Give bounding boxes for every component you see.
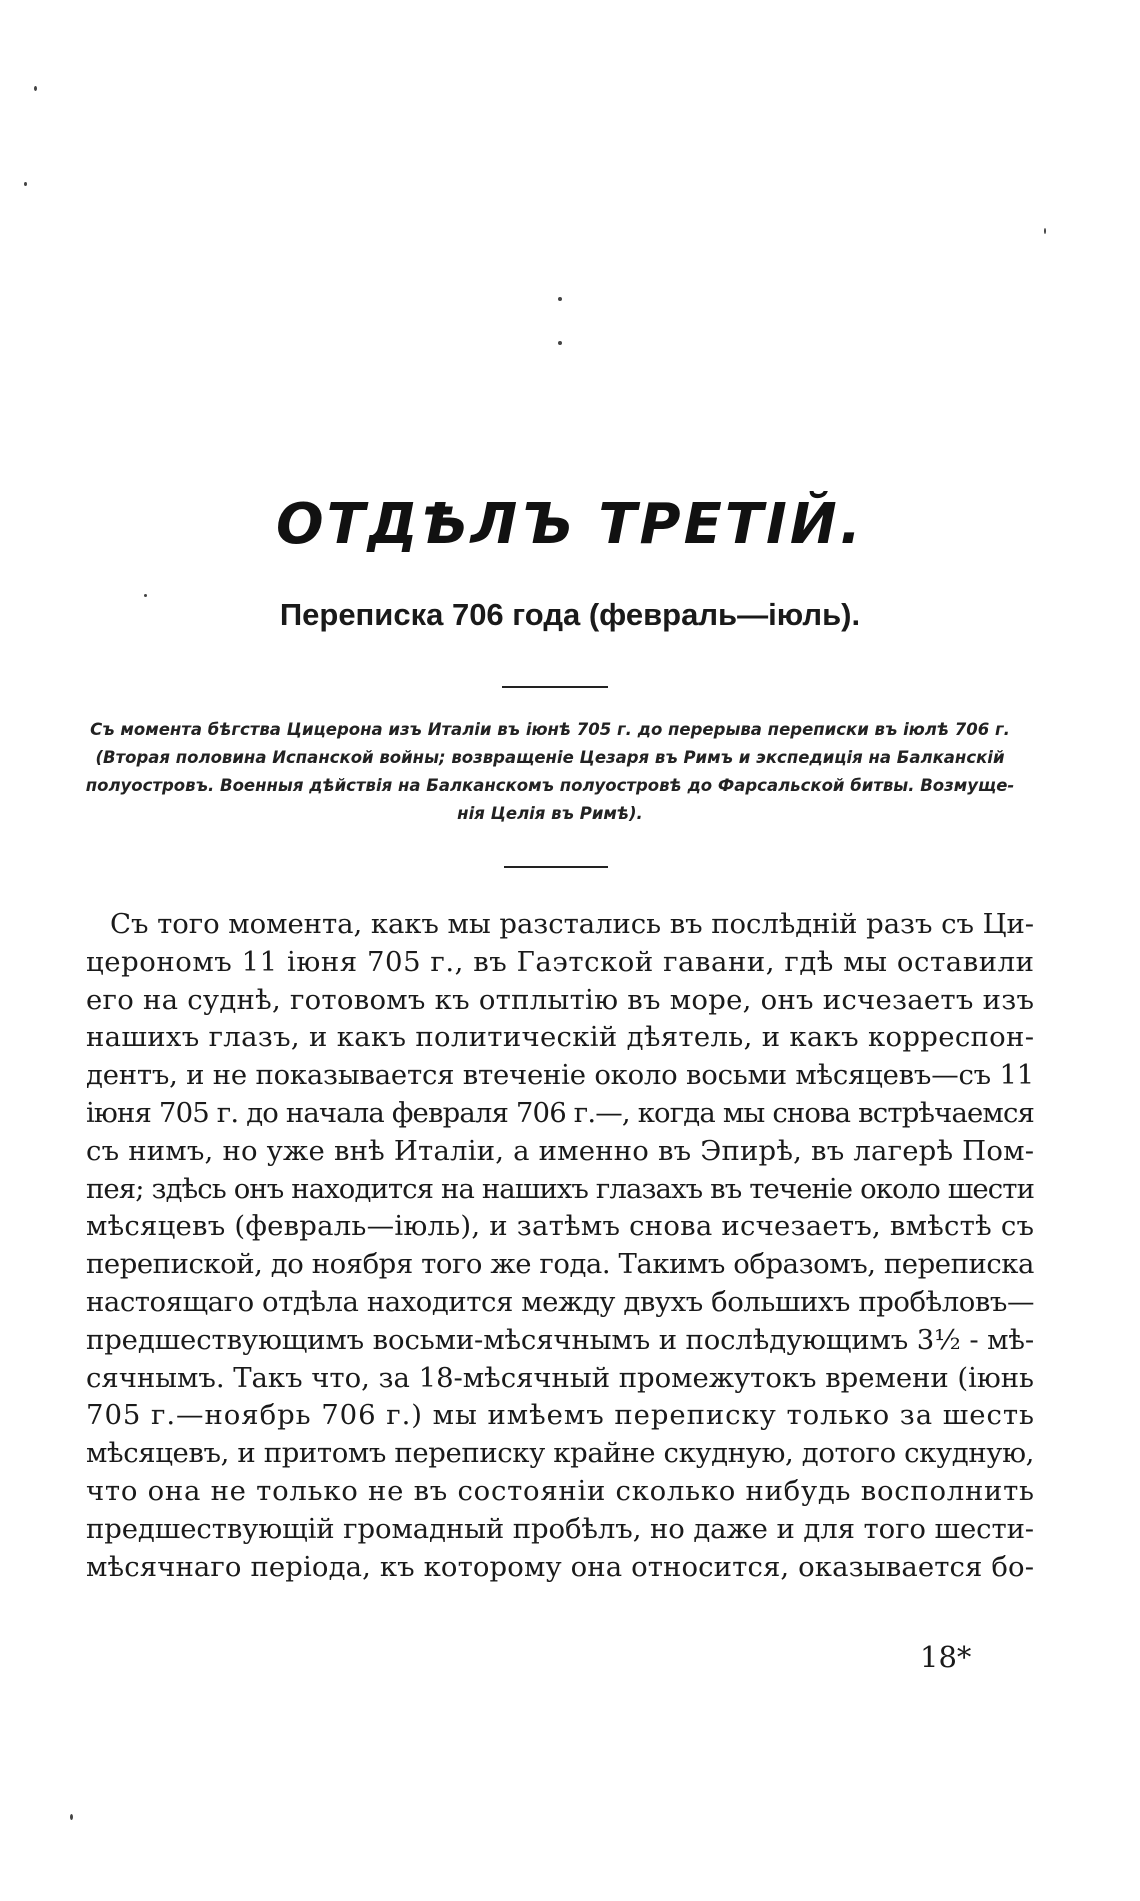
body-line: его на суднѣ, готовомъ къ отплытію въ море, онъ исчезаетъ изъ (86, 983, 1035, 1016)
body-line: съ нимъ, но уже внѣ Италіи, а именно въ Эпирѣ, въ лагерѣ Пом- (86, 1134, 1035, 1167)
body-line: сячнымъ. Такъ что, за 18-мѣсячный промежутокъ времени (іюнь (86, 1361, 1034, 1394)
body-line: мѣсяцевъ (февраль—іюль), и затѣмъ снова исчезаетъ, вмѣстѣ съ (86, 1210, 1035, 1243)
summary-line: нія Целія въ Римѣ). (457, 804, 643, 823)
body-line: церономъ 11 іюня 705 г., въ Гаэтской гавани, гдѣ мы оставили (86, 945, 1035, 978)
section-subtitle: Переписка 706 года (февраль—іюль). (279, 597, 861, 632)
body-line: что она не только не въ состояніи сколько нибудь восполнить (86, 1474, 1035, 1507)
body-line: 705 г.—ноябрь 706 г.) мы имѣемъ переписку только за шесть (86, 1399, 1035, 1432)
body-line: мѣсячнаго періода, къ которому она относится, оказывается бо- (86, 1550, 1035, 1583)
scan-speck (24, 182, 27, 186)
body-line: предшествующимъ восьми-мѣсячнымъ и послѣдующимъ 3½ - мѣ- (86, 1323, 1034, 1356)
scan-speck (34, 86, 37, 91)
section-summary (70, 716, 1030, 828)
body-line: настоящаго отдѣла находится между двухъ большихъ пробѣловъ— (86, 1285, 1034, 1318)
page-number: 18* (920, 1640, 972, 1674)
body-line: мѣсяцевъ, и притомъ переписку крайне скудную, дотого скудную, (86, 1437, 1034, 1470)
scan-speck (70, 1814, 73, 1820)
scan-speck (1044, 228, 1046, 234)
body-line: дентъ, и не показывается втеченіе около восьми мѣсяцевъ—съ 11 (86, 1059, 1034, 1092)
divider-rule-top (502, 686, 608, 688)
scan-speck (558, 341, 562, 345)
summary-line: Съ момента бѣгства Цицерона изъ Италіи въ іюнѣ 705 г. до перерыва переписки въ іюлѣ 706 г. (90, 720, 1010, 739)
body-line: Съ того момента, какъ мы разстались въ послѣдній разъ съ Ци- (110, 908, 1034, 940)
scan-speck (558, 297, 562, 301)
body-line: предшествующій громадный пробѣлъ, но даже и для того шести- (86, 1512, 1034, 1545)
divider-rule-bottom (504, 866, 608, 868)
body-line: нашихъ глазъ, и какъ политическій дѣятель, и какъ корреспон- (86, 1021, 1035, 1054)
body-paragraph (86, 906, 1034, 1586)
body-line: іюня 705 г. до начала февраля 706 г.—, когда мы снова встрѣчаемся (86, 1096, 1034, 1129)
section-heading: ОТДѢЛЪ ТРЕТІЙ. (275, 492, 865, 557)
body-line: пея; здѣсь онъ находится на нашихъ глазахъ въ теченіе около шести (86, 1172, 1034, 1205)
summary-line: полуостровъ. Военныя дѣйствія на Балканскомъ полуостровѣ до Фарсальской битвы. Возмуще- (85, 776, 1015, 795)
summary-line: (Вторая половина Испанской войны; возвращеніе Цезаря въ Римъ и экспедиція на Балканскій (95, 748, 1005, 767)
body-line: перепиской, до ноября того же года. Такимъ образомъ, переписка (86, 1248, 1034, 1281)
